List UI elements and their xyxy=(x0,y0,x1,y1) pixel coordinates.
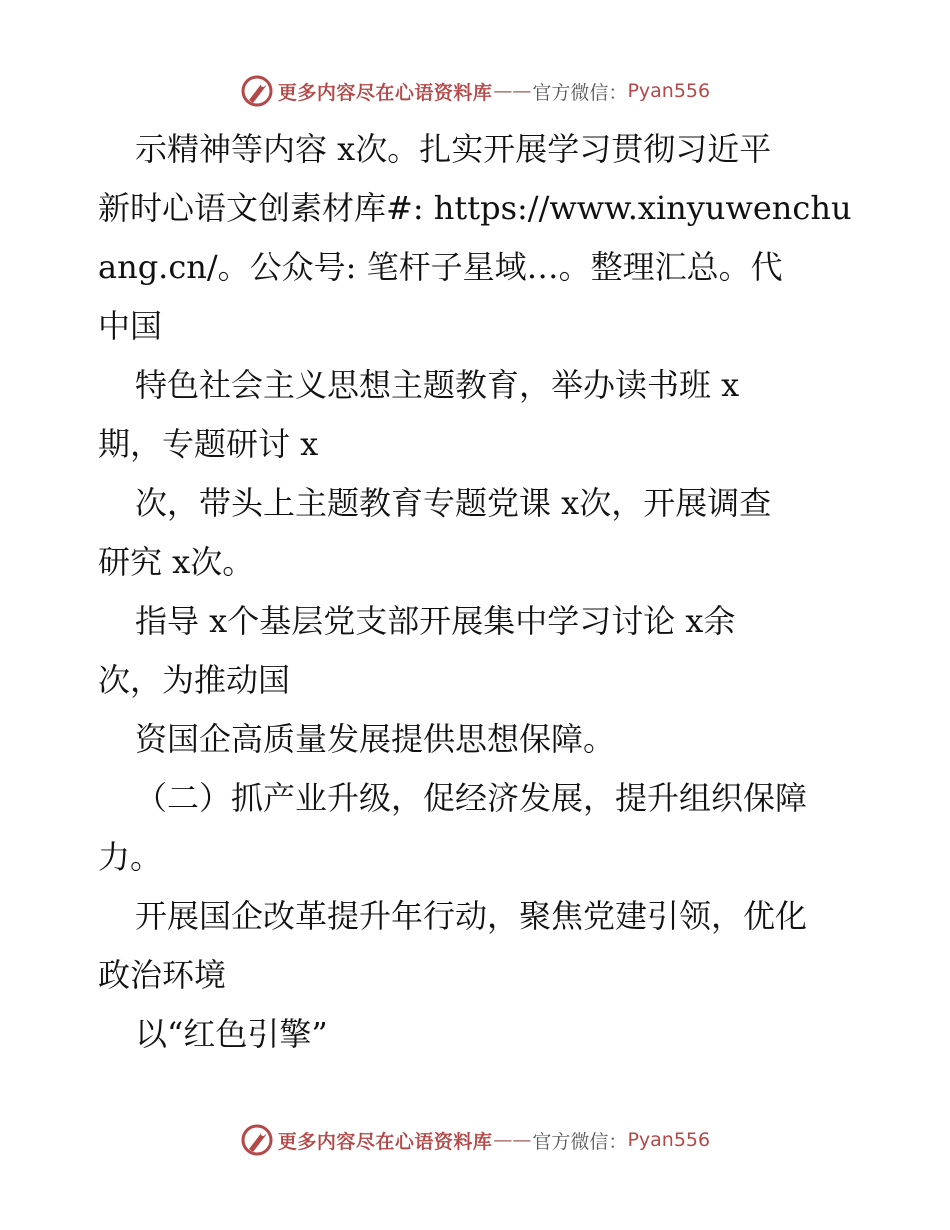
body-line: 资国企高质量发展提供思想保障。 xyxy=(135,720,616,758)
body-line: 力。 xyxy=(98,838,163,876)
body-line: 新时心语文创素材库#: https://www.xinyuwenchu xyxy=(98,189,852,227)
banner-wechat-handle: Pyan556 xyxy=(627,1129,711,1151)
body-line: 政治环境 xyxy=(98,956,227,994)
pen-logo-icon xyxy=(240,74,274,108)
body-line: 次，为推动国 xyxy=(98,661,291,699)
banner-site-name: 更多内容尽在心语资料库 xyxy=(277,1130,493,1153)
banner-site-name: 更多内容尽在心语资料库 xyxy=(277,81,493,104)
body-line: 开展国企改革提升年行动，聚焦党建引领，优化 xyxy=(135,897,808,935)
body-line: 特色社会主义思想主题教育，举办读书班 x xyxy=(135,366,740,404)
section-heading: （二）抓产业升级，促经济发展，提升组织保障 xyxy=(135,779,808,817)
body-line: 指导 x个基层党支部开展集中学习讨论 x余 xyxy=(135,602,736,640)
header-watermark-banner xyxy=(0,71,950,111)
pen-logo-icon xyxy=(240,1123,274,1157)
banner-wechat-handle: Pyan556 xyxy=(627,80,711,102)
body-line: 示精神等内容 x次。扎实开展学习贯彻习近平 xyxy=(135,130,772,168)
body-line: ang.cn/。公众号: 笔杆子星域…。整理汇总。代 xyxy=(98,248,783,286)
body-line: 次，带头上主题教育专题党课 x次，开展调查 xyxy=(135,484,772,522)
body-line: 中国 xyxy=(98,307,163,345)
body-line: 期，专题研讨 x xyxy=(98,425,319,463)
banner-dash: —— xyxy=(493,1129,532,1151)
body-line: 以“红色引擎” xyxy=(135,1015,328,1053)
body-line: 研究 x次。 xyxy=(98,543,255,581)
banner-wechat-label: 官方微信： xyxy=(532,1130,628,1153)
banner-dash: —— xyxy=(493,80,532,102)
banner-wechat-label: 官方微信： xyxy=(532,81,628,104)
footer-watermark-banner xyxy=(0,1120,950,1160)
